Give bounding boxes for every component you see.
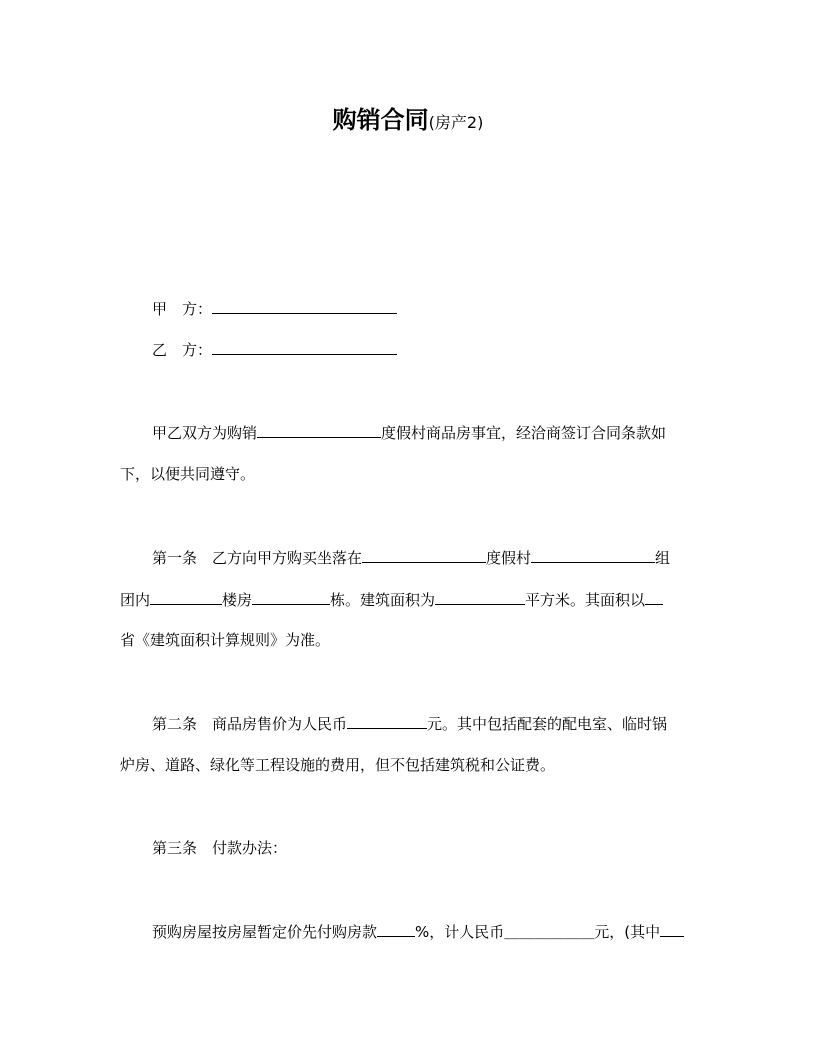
payment-text-d: 元，(其中 <box>594 923 661 941</box>
party-b-blank <box>212 338 397 355</box>
article1-blank-group <box>150 588 222 605</box>
party-a-line <box>152 297 397 320</box>
article2-blank-price <box>347 712 427 729</box>
payment-text-b: %，计人民币 <box>415 923 505 941</box>
party-a-label: 甲 方： <box>152 300 213 318</box>
document-title <box>0 100 816 135</box>
article1-text-f: 栋。建筑面积为 <box>330 591 436 609</box>
payment-text-c: ＿＿＿＿＿＿ <box>504 923 595 941</box>
article1-line-3 <box>120 629 330 651</box>
article1-text-h: 省《建筑面积计算规则》为准。 <box>120 631 331 649</box>
article1-text-g: 平方米。其面积以 <box>525 591 646 609</box>
article1-text-d: 团内 <box>120 591 151 609</box>
party-a-blank <box>212 297 397 314</box>
article3-heading: 第三条 付款办法： <box>152 839 288 857</box>
article2-line-2 <box>120 754 555 776</box>
article1-text-a: 第一条 乙方向甲方购买坐落在 <box>152 549 363 567</box>
article1-text-b: 度假村 <box>486 549 532 567</box>
article1-blank-location <box>362 546 486 563</box>
intro-text-2: 度假村商品房事宜，经洽商签订合同条款如 <box>381 424 667 442</box>
intro-line-1 <box>152 421 666 444</box>
intro-text-1: 甲乙双方为购销 <box>152 424 258 442</box>
article1-text-e: 楼房 <box>222 591 253 609</box>
payment-blank-percent <box>377 920 415 937</box>
article1-blank-resort <box>531 546 655 563</box>
article1-line-2 <box>120 588 663 611</box>
payment-blank-tail <box>660 920 684 937</box>
article1-line-1 <box>152 546 670 569</box>
article2-line-1 <box>152 712 667 735</box>
intro-line-2 <box>120 463 255 485</box>
payment-text-a: 预购房屋按房屋暂定价先付购房款 <box>152 923 378 941</box>
article2-text-a: 第二条 商品房售价为人民币 <box>152 715 348 733</box>
article2-text-b: 元。其中包括配套的配电室、临时锅 <box>427 715 668 733</box>
article1-blank-province <box>645 588 663 605</box>
intro-blank <box>257 421 381 438</box>
article1-blank-building <box>252 588 330 605</box>
intro-text-3: 下，以便共同遵守。 <box>120 465 256 483</box>
party-b-line <box>152 338 397 361</box>
party-b-label: 乙 方： <box>152 341 213 359</box>
title-sub: (房产2) <box>428 113 484 132</box>
article2-text-c: 炉房、道路、绿化等工程设施的费用，但不包括建筑税和公证费。 <box>120 756 556 774</box>
title-main: 购销合同 <box>332 106 429 134</box>
payment-line <box>152 920 684 943</box>
article1-text-c: 组 <box>655 549 671 567</box>
article1-blank-area <box>435 588 525 605</box>
article3-heading-line <box>152 837 287 859</box>
